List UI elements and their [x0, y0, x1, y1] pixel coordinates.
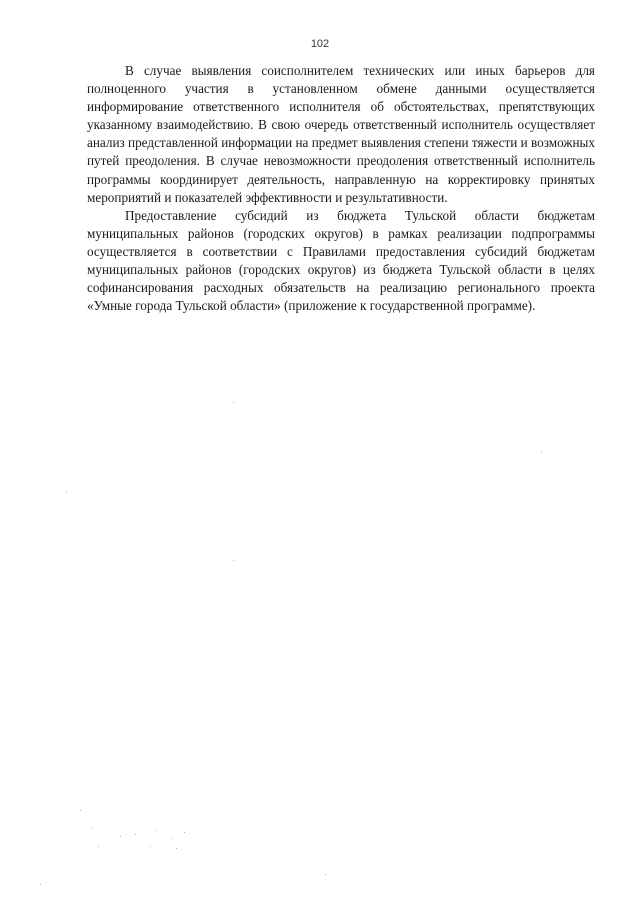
scan-speck: [92, 828, 93, 829]
scan-speck: [98, 846, 99, 847]
scan-speck: [156, 830, 157, 831]
scan-speck: [40, 884, 41, 885]
paragraph-data-exchange-barriers: В случае выявления соисполнителем технических или иных барьеров для полноценного участия в установленном обмене данными осуществляется информирование ответственного исполнителя об обстоятельствах, препятствующих указанному взаимодействию. В свою очередь ответственный исполнитель осуществляет анализ представленной информации на предмет выявления степени тяжести и возможных путей преодоления. В случае невозможности преодоления ответственный исполнитель программы координирует деятельность, направленную на корректировку принятых мероприятий и показателей эффективности и результативности.: [87, 63, 595, 205]
document-body: [87, 62, 595, 315]
scan-speck: [541, 452, 542, 453]
paragraph-subsidies: Предоставление субсидий из бюджета Тульской области бюджетам муниципальных районов (городских округов) в рамках реализации подпрограммы осуществляется в соответствии с Правилами предоставления субсидий бюджетам муниципальных районов (городских округов) из бюджета Тульской области в целях софинансирования расходных обязательств на реализацию регионального проекта «Умные города Тульской области» (приложение к государственной программе).: [87, 207, 595, 314]
scan-speck: [233, 560, 234, 561]
scan-speck: [172, 838, 173, 839]
scan-speck: [120, 836, 121, 837]
scan-speck: [150, 846, 151, 847]
scan-speck: [325, 874, 326, 875]
scan-speck: [184, 832, 185, 833]
scan-speck: [80, 810, 81, 811]
scan-speck: [233, 402, 234, 403]
scan-speck: [135, 834, 136, 835]
scan-speck: [176, 848, 177, 849]
scan-speck: [66, 491, 67, 492]
page-number: 102: [310, 38, 330, 50]
